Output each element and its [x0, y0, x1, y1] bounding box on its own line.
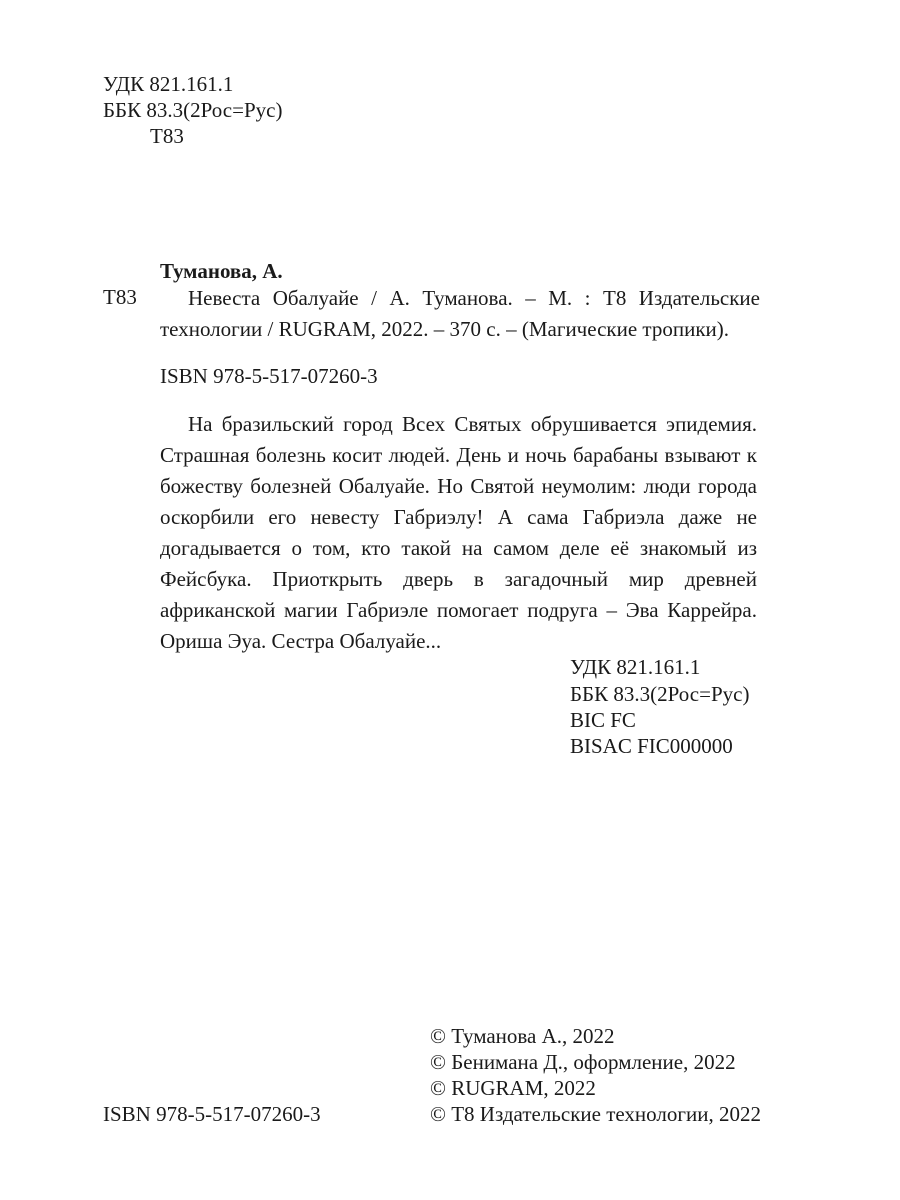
copyright-line: © Бенимана Д., оформление, 2022	[430, 1050, 736, 1074]
copyright-line: © Т8 Издательские технологии, 2022	[430, 1102, 761, 1126]
header-udk: УДК 821.161.1	[103, 72, 234, 96]
bib-author: Туманова, А.	[160, 259, 283, 283]
annotation-text: На бразильский город Всех Святых обрушивается эпидемия. Страшная болезнь косит людей. День и ночь барабаны взывают к божеству болезней Обалуайе. Но Святой неумолим: люди города оскорбили его невесту Габриэлу! А сама Габриэла даже не догадывается о том, кто такой на самом деле её знакомый из Фейсбука. Приоткрыть дверь в загадочный мир древней африканской магии Габриэле помогает подруга – Эва Каррейра. Ориша Эуа. Сестра Обалуайе...	[160, 412, 757, 653]
class-bbk: ББК 83.3(2Рос=Рус)	[570, 682, 750, 706]
bib-isbn: ISBN 978-5-517-07260-3	[160, 364, 378, 388]
class-bic: BIC FC	[570, 708, 636, 732]
copyright-line: © RUGRAM, 2022	[430, 1076, 596, 1100]
header-author-mark: Т83	[150, 124, 184, 148]
class-bisac: BISAC FIC000000	[570, 734, 733, 758]
copyright-line: © Туманова А., 2022	[430, 1024, 615, 1048]
class-udk: УДК 821.161.1	[570, 655, 701, 679]
bib-author-mark: Т83	[103, 285, 137, 309]
header-bbk: ББК 83.3(2Рос=Рус)	[103, 98, 283, 122]
bib-description: Невеста Обалуайе / А. Туманова. – М. : Т8 Издательские технологии / RUGRAM, 2022. – 370 с. – (Магические тропики).	[160, 286, 760, 341]
footer-isbn: ISBN 978-5-517-07260-3	[103, 1102, 321, 1126]
